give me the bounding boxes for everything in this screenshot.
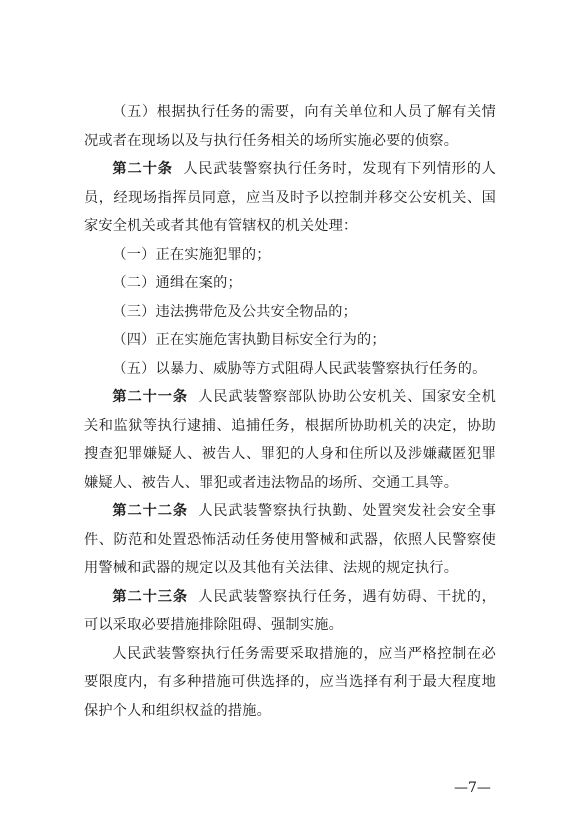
paragraph-text: （二）通缉在案的；	[112, 275, 242, 291]
list-item-2	[84, 269, 496, 298]
article-number: 第二十条	[112, 161, 173, 177]
article-number: 第二十一条	[112, 389, 188, 405]
article-23-paragraph-2	[84, 640, 496, 726]
paragraph-text: 人民武装警察执行执勤、处置突发社会安全事件、防范和处置恐怖活动任务使用警械和武器，依照人民警察使用警械和武器的规定以及其他有关法律、法规的规定执行。	[84, 503, 496, 576]
paragraph-text: （三）违法携带危及公共安全物品的；	[112, 303, 357, 320]
list-item-5	[84, 355, 496, 384]
paragraph-text: （四）正在实施危害执勤目标安全行为的；	[112, 332, 386, 348]
paragraph-text: 人民武装警察执行任务，遇有妨碍、干扰的，可以采取必要措施排除阻碍、强制实施。	[84, 588, 496, 633]
paragraph-item-5-reconnaissance	[84, 98, 496, 155]
paragraph-text: （五）以暴力、威胁等方式阻碍人民武装警察执行任务的。	[112, 360, 487, 377]
document-body	[84, 98, 496, 725]
page-number: —7—	[454, 780, 491, 796]
list-item-1	[84, 241, 496, 270]
article-22	[84, 497, 496, 583]
article-number: 第二十三条	[112, 588, 188, 605]
paragraph-text: 人民武装警察执行任务需要采取措施的，应当严格控制在必要限度内，有多种措施可供选择的，应当选择有利于最大程度地保护个人和组织权益的措施。	[84, 645, 496, 719]
paragraph-text: 人民武装警察部队协助公安机关、国家安全机关和监狱等执行逮捕、追捕任务，根据所协助机关的决定，协助搜查犯罪嫌疑人、被告人、罪犯的人身和住所以及涉嫌藏匿犯罪嫌疑人、被告人、罪犯或者违法物品的场所、交通工具等。	[84, 389, 496, 491]
paragraph-text: （五）根据执行任务的需要，向有关单位和人员了解有关情况或者在现场以及与执行任务相关的场所实施必要的侦察。	[84, 104, 496, 149]
article-21	[84, 383, 496, 497]
paragraph-text: 人民武装警察执行任务时，发现有下列情形的人员，经现场指挥员同意，应当及时予以控制并移交公安机关、国家安全机关或者其他有管辖权的机关处理：	[84, 161, 497, 234]
article-23	[84, 583, 496, 640]
paragraph-text: （一）正在实施犯罪的；	[112, 246, 271, 263]
article-number: 第二十二条	[112, 503, 188, 519]
article-20	[84, 155, 496, 241]
list-item-3	[84, 298, 496, 327]
list-item-4	[84, 326, 496, 355]
